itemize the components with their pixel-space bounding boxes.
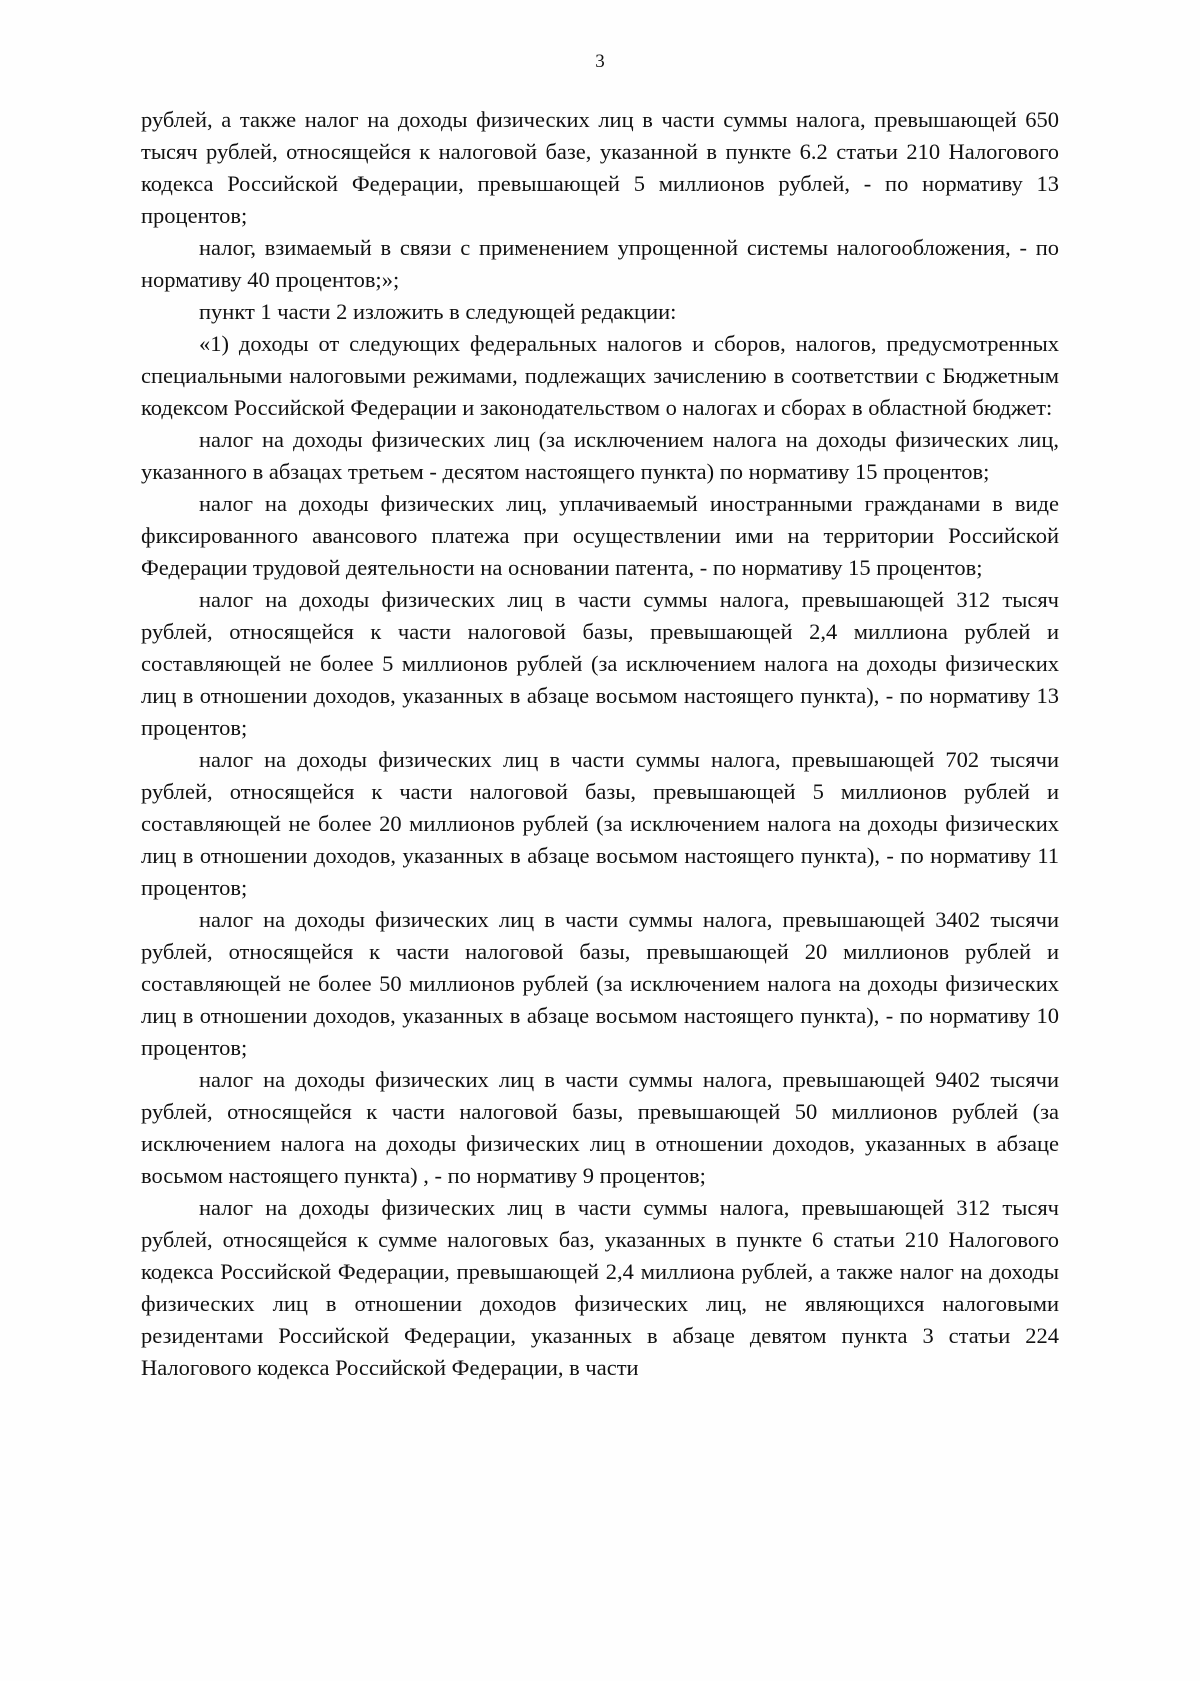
paragraph-8: налог на доходы физических лиц в части суммы налога, превышающей 702 тысячи рублей, относящейся к части налоговой базы, превышающей 5 миллионов рублей и составляющей не более 20 миллионов рублей (за исключением налога на доходы физических лиц в отношении доходов, указанных в абзаце восьмом настоящего пункта), - по нормативу 11 процентов; [141, 747, 1059, 900]
paragraph-9: налог на доходы физических лиц в части суммы налога, превышающей 3402 тысячи рублей, относящейся к части налоговой базы, превышающей 20 миллионов рублей и составляющей не более 50 миллионов рублей (за исключением налога на доходы физических лиц в отношении доходов, указанных в абзаце восьмом настоящего пункта), - по нормативу 10 процентов; [141, 907, 1059, 1060]
paragraph-4: «1) доходы от следующих федеральных налогов и сборов, налогов, предусмотренных специальными налоговыми режимами, подлежащих зачислению в соответствии с Бюджетным кодексом Российской Федерации и законодательством о налогах и сборах в областной бюджет: [141, 331, 1059, 420]
paragraph-6: налог на доходы физических лиц, уплачиваемый иностранными гражданами в виде фиксированного авансового платежа при осуществлении ими на территории Российской Федерации трудовой деятельности на основании патента, - по нормативу 15 процентов; [141, 491, 1059, 580]
paragraph-7: налог на доходы физических лиц в части суммы налога, превышающей 312 тысяч рублей, относящейся к части налоговой базы, превышающей 2,4 миллиона рублей и составляющей не более 5 миллионов рублей (за исключением налога на доходы физических лиц в отношении доходов, указанных в абзаце восьмом настоящего пункта), - по нормативу 13 процентов; [141, 587, 1059, 740]
paragraph-5: налог на доходы физических лиц (за исключением налога на доходы физических лиц, указанного в абзацах третьем - десятом настоящего пункта) по нормативу 15 процентов; [141, 427, 1059, 484]
paragraph-10: налог на доходы физических лиц в части суммы налога, превышающей 9402 тысячи рублей, относящейся к части налоговой базы, превышающей 50 миллионов рублей (за исключением налога на доходы физических лиц в отношении доходов, указанных в абзаце восьмом настоящего пункта) , - по нормативу 9 процентов; [141, 1067, 1059, 1188]
paragraph-3: пункт 1 части 2 изложить в следующей редакции: [199, 299, 677, 324]
paragraph-2: налог, взимаемый в связи с применением упрощенной системы налогообложения, - по нормативу 40 процентов;»; [141, 235, 1059, 292]
page-number: 3 [595, 51, 605, 72]
paragraph-1: рублей, а также налог на доходы физических лиц в части суммы налога, превышающей 650 тысяч рублей, относящейся к налоговой базе, указанной в пункте 6.2 статьи 210 Налогового кодекса Российской Федерации, превышающей 5 миллионов рублей, - по нормативу 13 процентов; [141, 107, 1059, 228]
document-body [141, 104, 1059, 1384]
paragraph-11: налог на доходы физических лиц в части суммы налога, превышающей 312 тысяч рублей, относящейся к сумме налоговых баз, указанных в пункте 6 статьи 210 Налогового кодекса Российской Федерации, превышающей 2,4 миллиона рублей, а также налог на доходы физических лиц в отношении доходов физических лиц, не являющихся налоговыми резидентами Российской Федерации, указанных в абзаце девятом пункта 3 статьи 224 Налогового кодекса Российской Федерации, в части [141, 1195, 1059, 1380]
